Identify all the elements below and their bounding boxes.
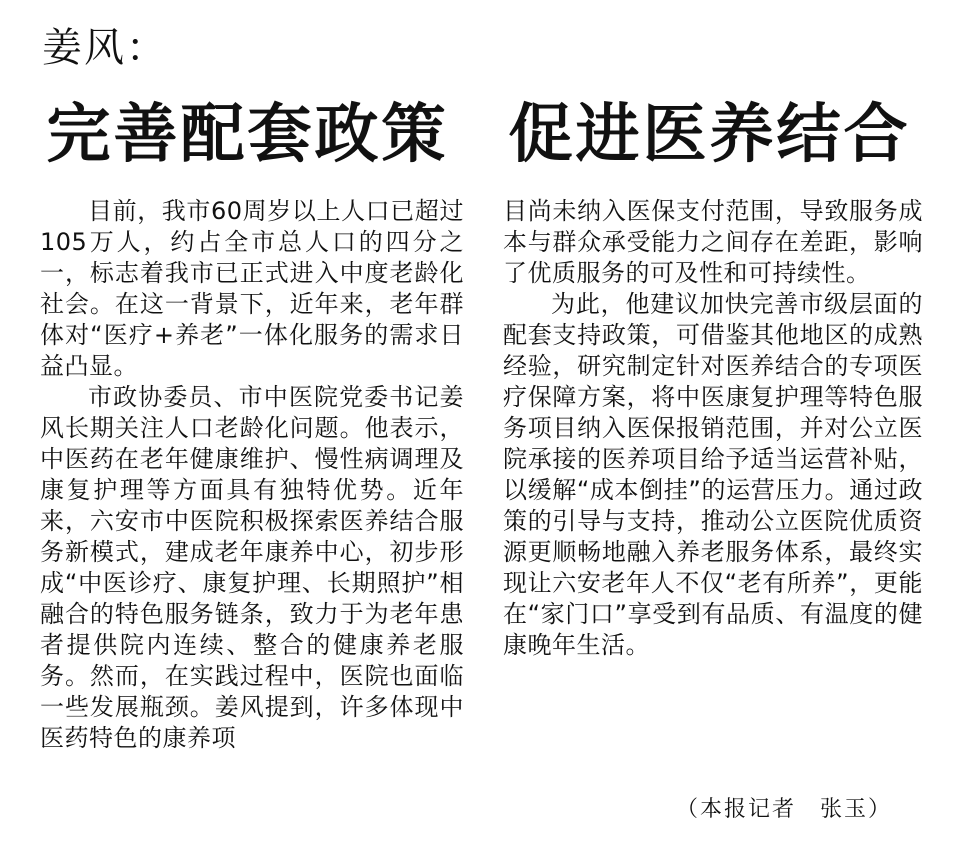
reporter-signoff: （本报记者 张玉）: [676, 797, 893, 822]
headline-part-1: 完善配套政策: [46, 97, 449, 172]
article-headline: [0, 95, 957, 175]
paragraph-2-continued: 目尚未纳入医保支付范围，导致服务成本与群众承受能力之间存在差距，影响了优质服务的可及性和可持续性。: [503, 197, 923, 287]
left-column: [40, 196, 464, 754]
headline-part-2: 促进医养结合: [508, 97, 911, 172]
right-column: [503, 196, 923, 661]
article-byline: 姜风：: [42, 25, 168, 71]
paragraph-1: 目前，我市60周岁以上人口已超过105万人，约占全市总人口的四分之一，标志着我市已正式进入中度老龄化社会。在这一背景下，近年来，老年群体对“医疗+养老”一体化服务的需求日益凸显。: [40, 197, 464, 380]
paragraph-3: 为此，他建议加快完善市级层面的配套支持政策，可借鉴其他地区的成熟经验，研究制定针对医养结合的专项医疗保障方案，将中医康复护理等特色服务项目纳入医保报销范围，并对公立医院承接的医养项目给予适当运营补贴，以缓解“成本倒挂”的运营压力。通过政策的引导与支持，推动公立医院优质资源更顺畅地融入养老服务体系，最终实现让六安老年人不仅“老有所养”，更能在“家门口”享受到有品质、有温度的健康晚年生活。: [503, 290, 923, 659]
paragraph-2: 市政协委员、市中医院党委书记姜风长期关注人口老龄化问题。他表示，中医药在老年健康维护、慢性病调理及康复护理等方面具有独特优势。近年来，六安市中医院积极探索医养结合服务新模式，建成老年康养中心，初步形成“中医诊疗、康复护理、长期照护”相融合的特色服务链条，致力于为老年患者提供院内连续、整合的健康养老服务。然而，在实践过程中，医院也面临一些发展瓶颈。姜风提到，许多体现中医药特色的康养项: [40, 383, 464, 752]
